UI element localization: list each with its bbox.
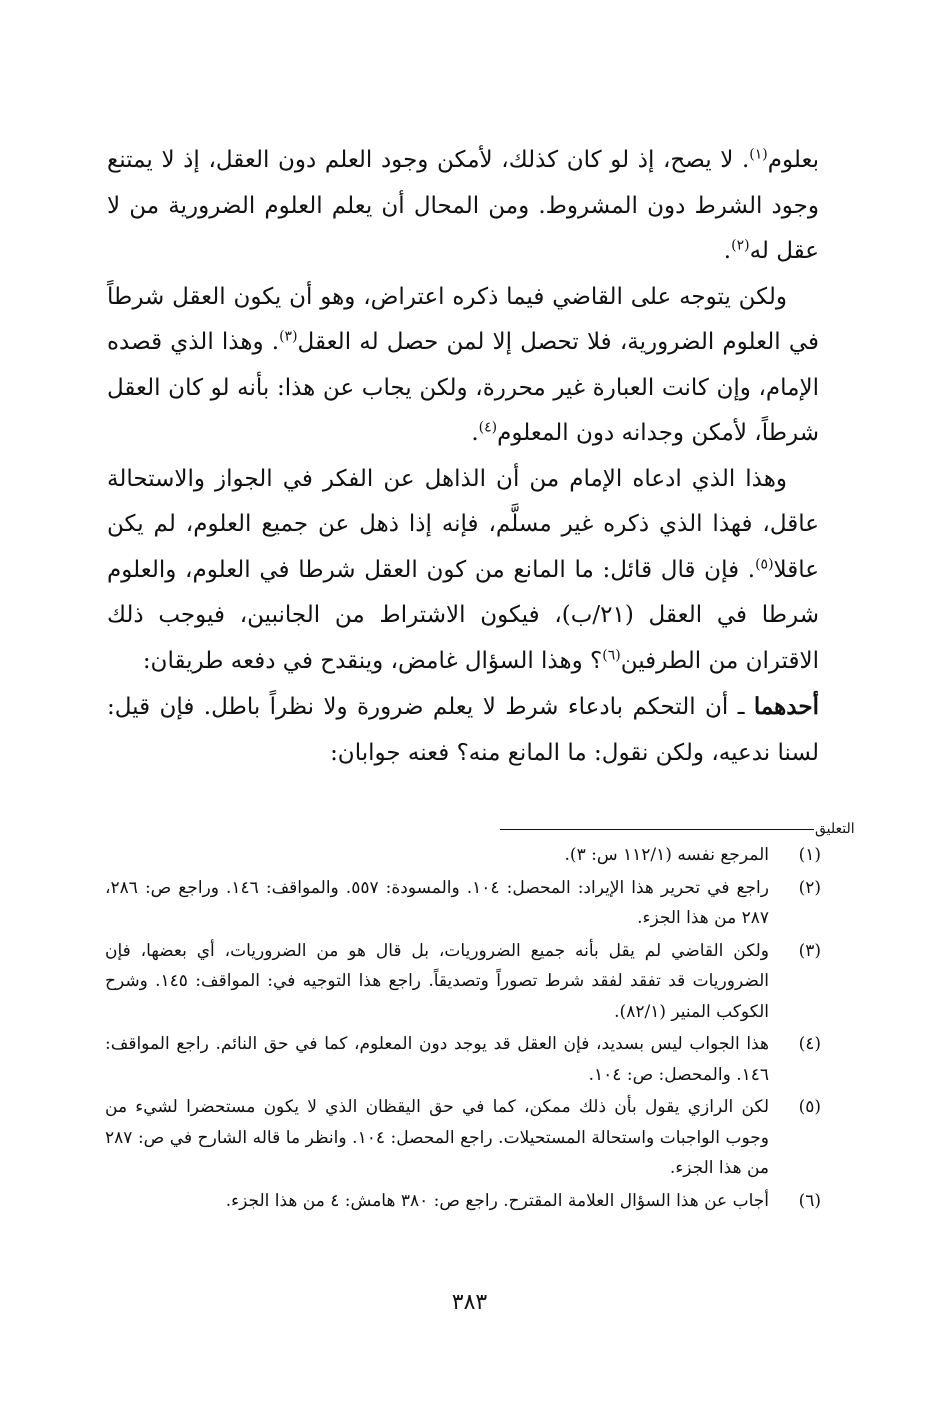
footnote-item	[105, 873, 821, 934]
footnote-ref-6[interactable]: (٦)	[602, 646, 621, 663]
footnote-ref-1[interactable]: (١)	[749, 146, 768, 163]
footnote-text: لكن الرازي يقول بأن ذلك ممكن، كما في حق اليقظان الذي لا يكون مستحضرا لشيء من وجوب الواجبات واستحالة المستحيلات. راجع المحصل: ١٠٤. وانظر ما قاله الشارح في ص: ٢٨٧ من هذا الجزء.	[105, 1097, 769, 1178]
text-run: .	[471, 420, 479, 446]
footnote-ref-2[interactable]: (٢)	[731, 237, 750, 254]
footnote-number: (٥)	[798, 1097, 821, 1117]
text-run: .	[723, 238, 732, 264]
paragraph-1	[107, 138, 819, 275]
footnote-item	[105, 840, 821, 871]
footnote-number: (١)	[798, 845, 821, 865]
footnote-ref-4[interactable]: (٤)	[478, 419, 498, 436]
text-run: بعلوم	[767, 147, 819, 173]
footnote-number: (٣)	[798, 940, 821, 961]
page-number: ٣٨٣	[451, 1290, 488, 1315]
footnote-text: راجع في تحرير هذا الإيراد: المحصل: ١٠٤. والمسودة: ٥٥٧. والمواقف: ١٤٦. وراجع ص: ٢٨٦، ٢٨٧ من هذا الجزء.	[105, 877, 769, 928]
footnote-ref-3[interactable]: (٣)	[279, 328, 298, 345]
footnote-item	[105, 1092, 821, 1184]
footnote-item	[105, 1186, 821, 1217]
paragraph-3	[107, 457, 819, 685]
footnote-item	[105, 1029, 821, 1090]
bold-heading-word: أحدهما	[753, 693, 819, 720]
footnotes	[105, 840, 821, 1218]
footnotes-divider	[500, 829, 814, 830]
text-run: ـ أن التحكم بادعاء شرط لا يعلم ضرورة ولا نظراً باطل. فإن قيل: لسنا ندعيه، ولكن نقول: ما المانع منه؟ فعنه جوابان:	[107, 694, 819, 766]
footnotes-label: التعليق	[815, 821, 855, 837]
paragraph-2	[107, 275, 819, 457]
text-run: . فإن قال قائل: ما المانع من كون العقل شرطا في العلوم، والعلوم شرطا في العقل (٢١/ب)، فيكون الاشتراط من الجانبين، فيوجب ذلك الاقتران من الطرفين	[107, 556, 819, 674]
footnote-text: هذا الجواب ليس بسديد، فإن العقل قد يوجد دون المعلوم، كما في حق النائم. راجع المواقف: ١٤٦. والمحصل: ص: ١٠٤.	[105, 1034, 769, 1085]
text-run: ولكن يتوجه على القاضي فيما ذكره اعتراض، وهو أن يكون العقل شرطاً في العلوم الضرورية، فلا تحصل إلا لمن حصل له العقل	[107, 283, 819, 355]
footnote-number: (٤)	[798, 1034, 821, 1054]
footnote-text: أجاب عن هذا السؤال العلامة المقترح. راجع ص: ٣٨٠ هامش: ٤ من هذا الجزء.	[225, 1190, 769, 1211]
footnote-text: ولكن القاضي لم يقل بأنه جميع الضروريات، بل قال هو من الضروريات، أي بعضها، فإن الضروريات قد تفقد لفقد شرط تصوراً وتصديقاً. راجع هذا التوجيه في: المواقف: ١٤٥. وشرح الكوكب المنير (٨٢/١).	[105, 940, 769, 1022]
text-run: . وهذا الذي قصده الإمام، وإن كانت العبارة غير محررة، ولكن يجاب عن هذا: بأنه لو كان العقل شرطاً، لأمكن وجدانه دون المعلوم	[107, 329, 819, 446]
footnote-item	[105, 936, 821, 1028]
text-run: وهذا الذي ادعاه الإمام من أن الذاهل عن الفكر في الجواز والاستحالة عاقل، فهذا الذي ذكره غير مسلَّم، فإنه إذا ذهل عن جميع العلوم، لم يكن عاقلا	[107, 465, 819, 583]
main-text	[107, 138, 819, 776]
text-run: . لا يصح، إذ لو كان كذلك، لأمكن وجود العلم دون العقل، إذ لا يمتنع وجود الشرط دون المشروط. ومن المحال أن يعلم العلوم الضرورية من لا عقل له	[107, 147, 819, 264]
footnote-number: (٦)	[798, 1190, 821, 1211]
text-run: ؟ وهذا السؤال غامض، وينقدح في دفعه طريقان:	[142, 647, 603, 674]
footnote-ref-5[interactable]: (٥)	[755, 555, 774, 572]
footnote-number: (٢)	[798, 877, 821, 898]
footnote-text: المرجع نفسه (١١٢/١ س: ٣).	[564, 845, 769, 865]
paragraph-4	[107, 684, 819, 776]
